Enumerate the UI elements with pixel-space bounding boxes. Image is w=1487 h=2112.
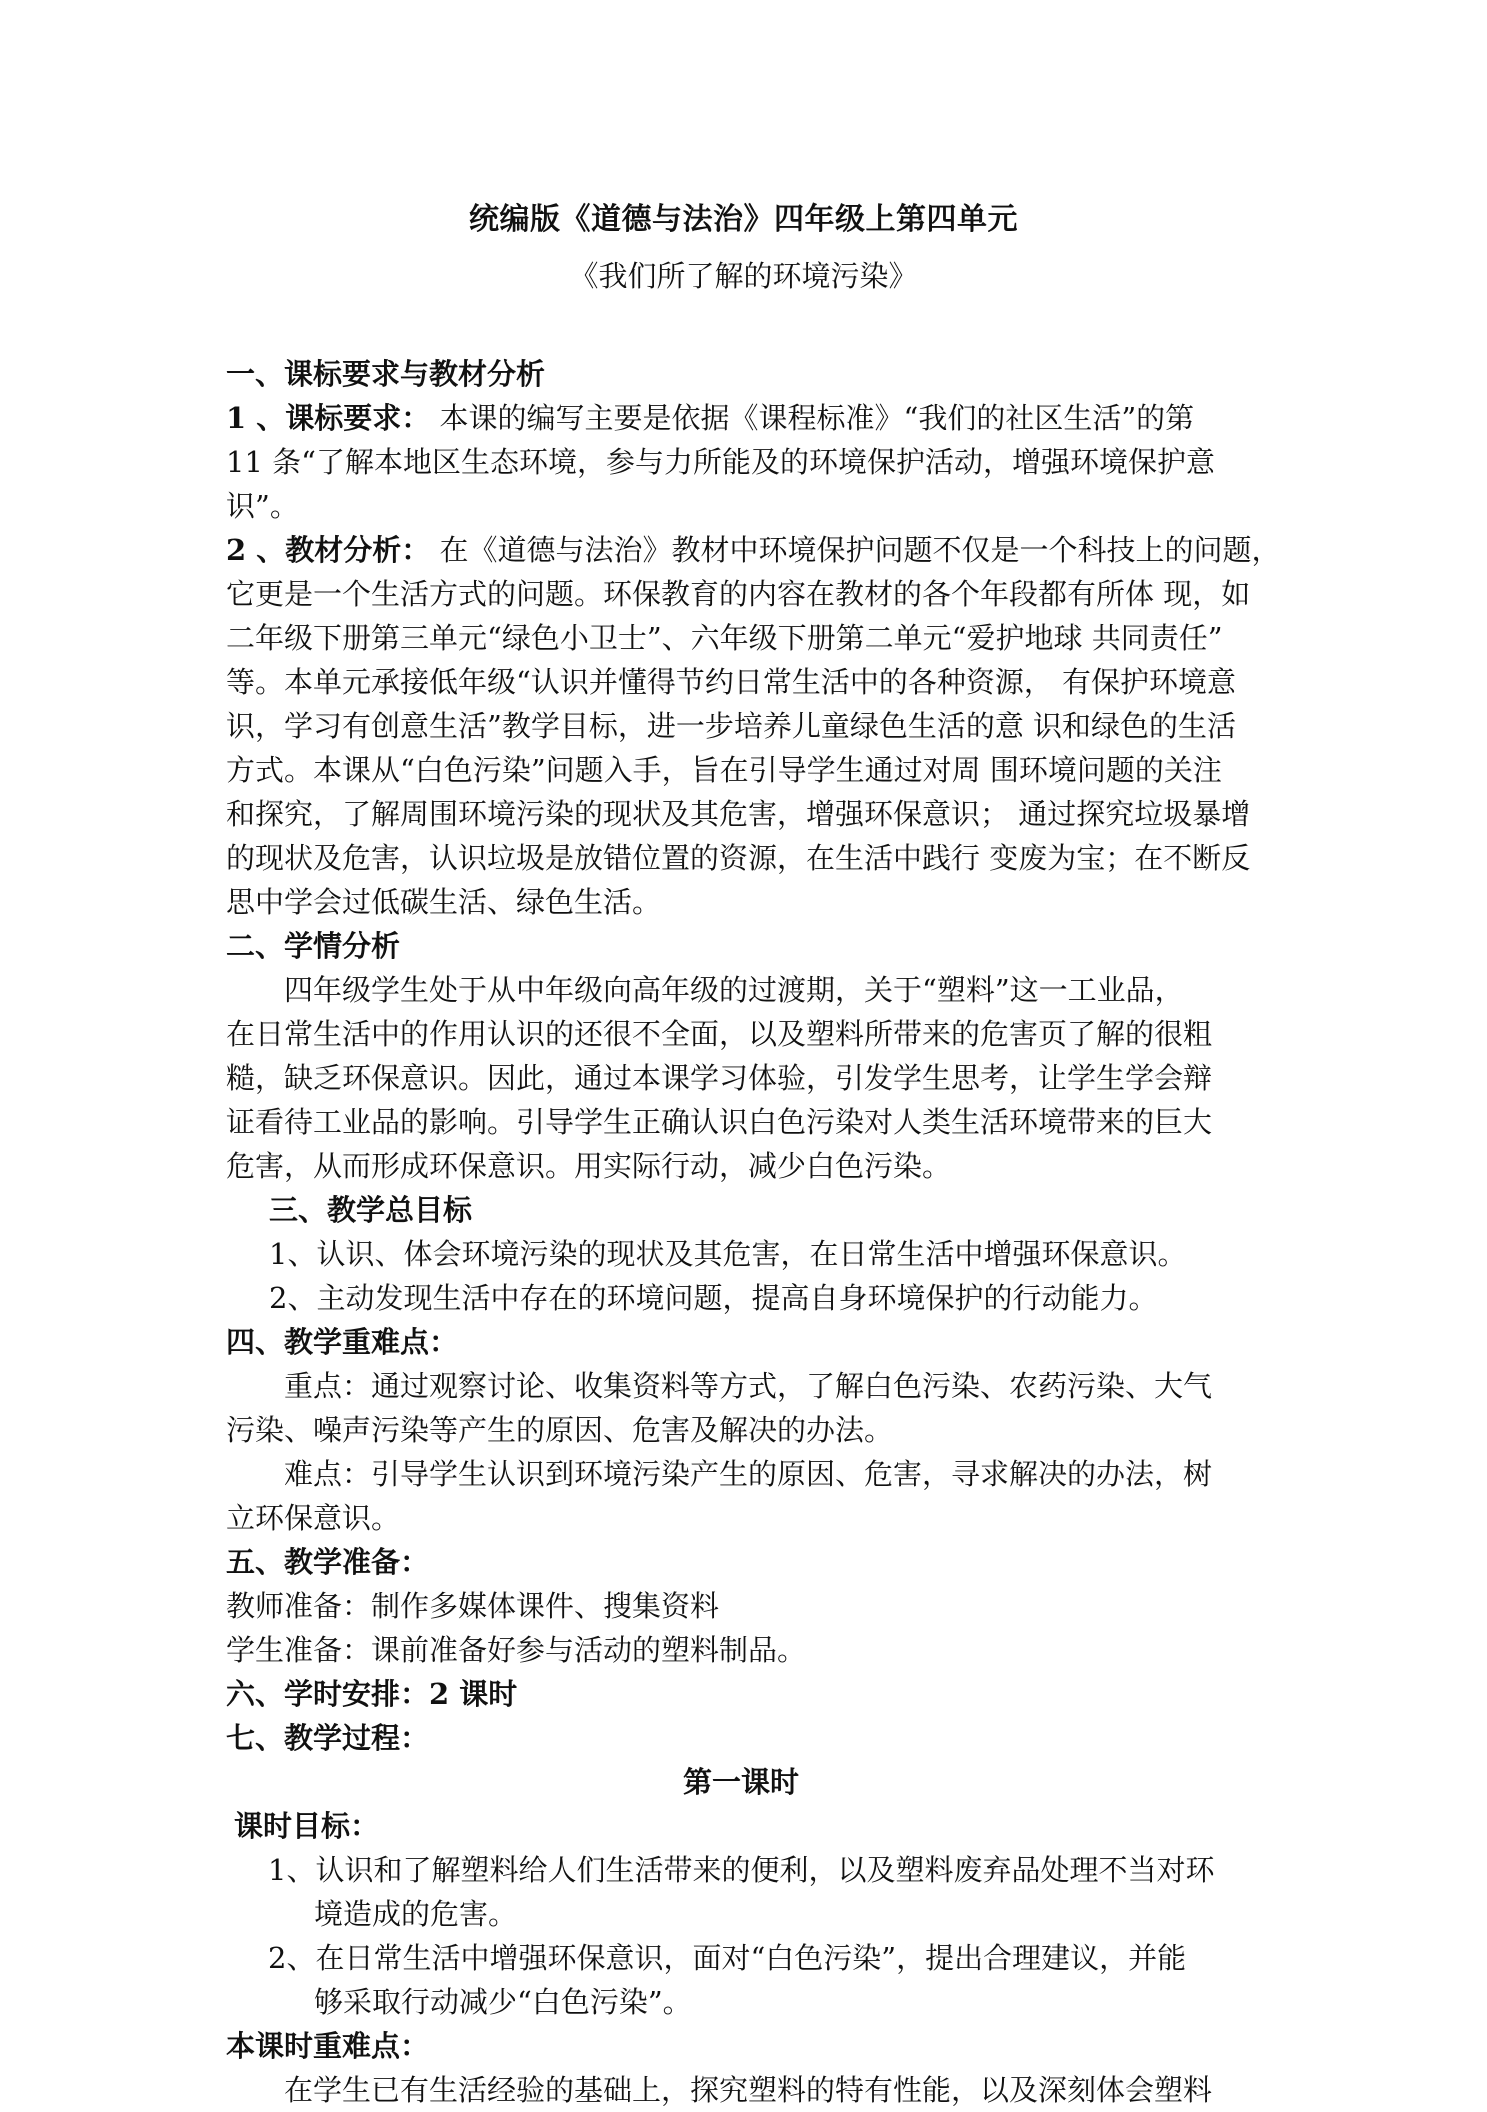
item-2-label: 2 、教材分析： — [226, 533, 431, 567]
item-2-text: 在《道德与法治》教材中环境保护问题不仅是一个科技上的问题， — [430, 533, 1281, 567]
section-4-difficult-line-1: 难点：引导学生认识到环境污染产生的原因、危害，寻求解决的办法，树 — [284, 1457, 1213, 1491]
section-2-line-5: 危害，从而形成环保意识。用实际行动，减少白色污染。 — [226, 1149, 952, 1183]
section-1-item-2-line-5: 识，学习有创意生活”教学目标，进一步培养儿童绿色生活的意 识和绿色的生活 — [226, 709, 1237, 743]
lesson-title: 第一课时 — [682, 1765, 799, 1799]
section-6-heading: 六、学时安排：2 课时 — [226, 1677, 518, 1711]
section-2-heading: 二、学情分析 — [226, 929, 401, 963]
section-1-item-2-line-3: 二年级下册第三单元“绿色小卫士”、六年级下册第二单元“爱护地球 共同责任” — [226, 621, 1223, 655]
lesson-goal-1-line-2: 境造成的危害。 — [314, 1897, 518, 1931]
section-4-key-line-1: 重点：通过观察讨论、收集资料等方式，了解白色污染、农药污染、大气 — [284, 1369, 1213, 1403]
section-2-line-3: 糙，缺乏环保意识。因此，通过本课学习体验，引发学生思考，让学生学会辩 — [226, 1061, 1213, 1095]
item-1-label: 1 、课标要求： — [226, 401, 431, 435]
section-1-item-1-line-1 — [226, 396, 1326, 440]
section-1-item-2-line-8: 的现状及危害，认识垃圾是放错位置的资源，在生活中践行 变废为宝；在不断反 — [226, 841, 1251, 875]
document-body — [226, 352, 1326, 2112]
document-title: 统编版《道德与法治》四年级上第四单元 — [469, 202, 1018, 237]
section-3-heading: 三、教学总目标 — [269, 1193, 473, 1227]
section-1-item-2-line-1 — [226, 528, 1326, 572]
lesson-keypoints-label: 本课时重难点： — [226, 2029, 430, 2063]
section-1-heading: 一、课标要求与教材分析 — [226, 357, 546, 391]
section-1-item-1-line-3: 识”。 — [226, 489, 299, 523]
section-3-item-1: 1、认识、体会环境污染的现状及其危害，在日常生活中增强环保意识。 — [269, 1237, 1187, 1271]
section-2-line-2: 在日常生活中的作用认识的还很不全面，以及塑料所带来的危害页了解的很粗 — [226, 1017, 1213, 1051]
section-2-line-1: 四年级学生处于从中年级向高年级的过渡期，关于“塑料”这一工业品， — [284, 973, 1184, 1007]
section-1-item-2-line-2: 它更是一个生活方式的问题。环保教育的内容在教材的各个年段都有所体 现，如 — [226, 577, 1251, 611]
lesson-goal-2-line-2: 够采取行动减少“白色污染”。 — [314, 1985, 692, 2019]
lesson-goal-1-line-1: 1、认识和了解塑料给人们生活带来的便利，以及塑料废弃品处理不当对环 — [268, 1853, 1215, 1887]
section-1-item-2-line-6: 方式。本课从“白色污染”问题入手，旨在引导学生通过对周 围环境问题的关注 — [226, 753, 1222, 787]
section-4-key-line-2: 污染、噪声污染等产生的原因、危害及解决的办法。 — [226, 1413, 894, 1447]
document-subtitle: 《我们所了解的环境污染》 — [569, 259, 918, 293]
section-2-line-4: 证看待工业品的影响。引导学生正确认识白色污染对人类生活环境带来的巨大 — [226, 1105, 1213, 1139]
section-4-difficult-line-2: 立环保意识。 — [226, 1501, 401, 1535]
section-5-teacher-prep: 教师准备：制作多媒体课件、搜集资料 — [226, 1589, 720, 1623]
section-1-item-2-line-9: 思中学会过低碳生活、绿色生活。 — [226, 885, 662, 919]
section-4-heading: 四、教学重难点： — [226, 1325, 459, 1359]
section-5-student-prep: 学生准备：课前准备好参与活动的塑料制品。 — [226, 1633, 807, 1667]
item-1-text: 本课的编写主要是依据《课程标准》“我们的社区生活”的第 — [430, 401, 1195, 435]
section-1-item-2-line-7: 和探究，了解周围环境污染的现状及其危害，增强环保意识； 通过探究垃圾暴增 — [226, 797, 1251, 831]
section-3-item-2: 2、主动发现生活中存在的环境问题，提高自身环境保护的行动能力。 — [269, 1281, 1158, 1315]
lesson-goals-label: 课时目标： — [234, 1809, 380, 1843]
lesson-goal-2-line-1: 2、在日常生活中增强环保意识，面对“白色污染”，提出合理建议，并能 — [268, 1941, 1187, 1975]
section-1-item-2-line-4: 等。本单元承接低年级“认识并懂得节约日常生活中的各种资源， 有保护环境意 — [226, 665, 1237, 699]
section-5-heading: 五、教学准备： — [226, 1545, 430, 1579]
section-7-heading: 七、教学过程： — [226, 1721, 430, 1755]
section-1-item-1-line-2: 11 条“了解本地区生态环境，参与力所能及的环境保护活动，增强环境保护意 — [226, 445, 1215, 479]
lesson-keypoints-line-1: 在学生已有生活经验的基础上，探究塑料的特有性能，以及深刻体会塑料 — [284, 2073, 1213, 2107]
